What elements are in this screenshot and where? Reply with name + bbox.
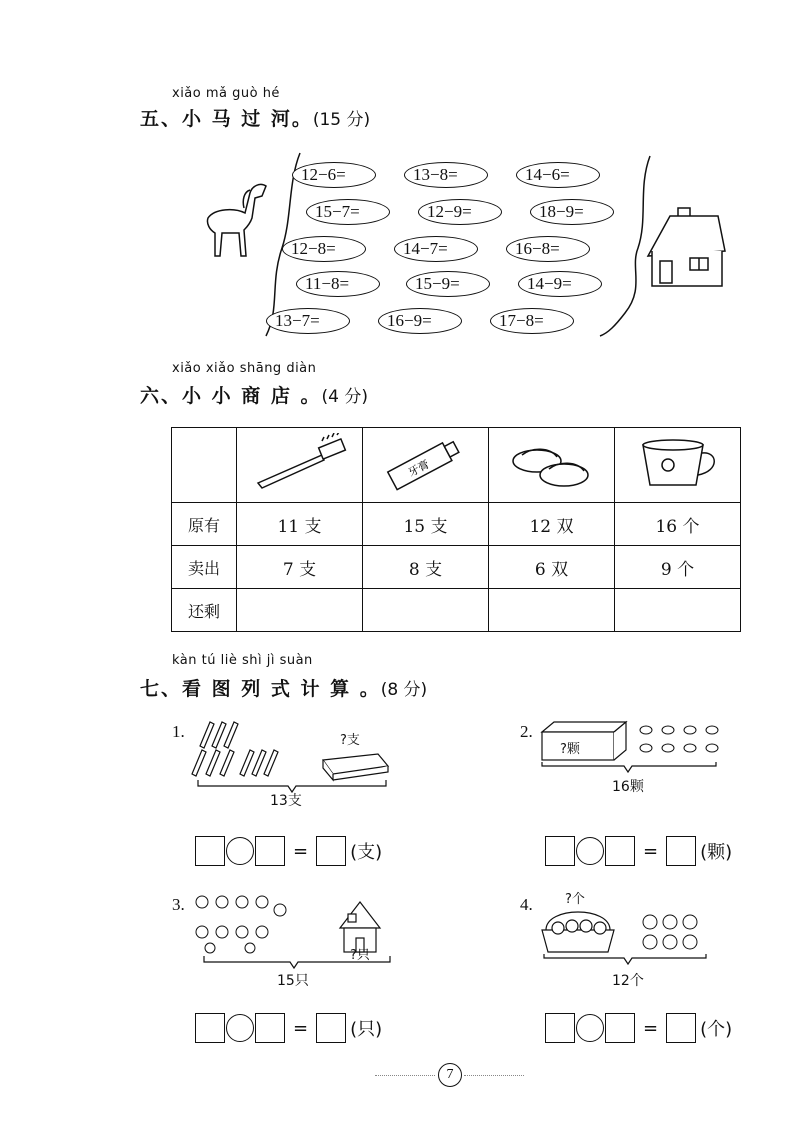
- q3-operand1-box[interactable]: [195, 1013, 225, 1043]
- section5-score: (15 分): [312, 110, 371, 130]
- page-number: 7: [438, 1063, 462, 1087]
- q1-equation: [195, 836, 382, 866]
- section7-score: (8 分): [380, 680, 428, 700]
- q3-number: 3.: [172, 895, 185, 914]
- q3-answer-box[interactable]: [316, 1013, 346, 1043]
- cup-cell: [615, 428, 741, 503]
- q1-operand1-box[interactable]: [195, 836, 225, 866]
- corner-cell: [172, 428, 237, 503]
- q4-number: 4.: [520, 895, 533, 914]
- apple-icon: [643, 915, 697, 949]
- q2-unknown: ?颗: [560, 742, 580, 757]
- brace: [542, 762, 716, 772]
- q4-unknown: ?个: [565, 892, 585, 907]
- q2-operand1-box[interactable]: [545, 836, 575, 866]
- answer-cell[interactable]: [615, 589, 741, 632]
- candy-icon: [640, 726, 718, 752]
- stone-6: 18−9=: [530, 199, 614, 225]
- equals-sign: =: [643, 840, 659, 862]
- q3-operand2-box[interactable]: [255, 1013, 285, 1043]
- row-label: 还剩: [172, 589, 237, 632]
- equals-sign: =: [643, 1017, 659, 1039]
- stone-13: 13−7=: [266, 308, 350, 334]
- toothbrush-cell: [237, 428, 363, 503]
- stone-2: 13−8=: [404, 162, 488, 188]
- section7-title: [140, 674, 427, 701]
- answer-cell[interactable]: [363, 589, 489, 632]
- section7-title-text: 七、看 图 列 式 计 算 。: [140, 678, 381, 700]
- section6-title: [140, 381, 368, 408]
- q1-answer-box[interactable]: [316, 836, 346, 866]
- section5-title: [140, 104, 370, 131]
- section5-pinyin: xiǎo mǎ guò hé: [172, 86, 280, 101]
- stone-15: 17−8=: [490, 308, 574, 334]
- q4-equation: [545, 1013, 732, 1043]
- q2-unit: (颗): [700, 842, 733, 863]
- section5-title-text: 五、小 马 过 河。: [140, 108, 313, 130]
- q3-figure: [190, 888, 400, 978]
- slippers-cell: [489, 428, 615, 503]
- q4-answer-box[interactable]: [666, 1013, 696, 1043]
- section6-score: (4 分): [321, 387, 368, 407]
- equals-sign: =: [293, 840, 309, 862]
- q4-figure: [538, 902, 738, 972]
- q2-operand2-box[interactable]: [605, 836, 635, 866]
- cell: 6 双: [489, 546, 615, 589]
- row-label: 卖出: [172, 546, 237, 589]
- toothpaste-cell: [363, 428, 489, 503]
- cell: 7 支: [237, 546, 363, 589]
- stone-9: 16−8=: [506, 236, 590, 262]
- section6-pinyin: xiǎo xiǎo shāng diàn: [172, 361, 317, 376]
- house-icon: [648, 208, 725, 286]
- answer-cell[interactable]: [489, 589, 615, 632]
- brace: [544, 954, 706, 964]
- stone-4: 15−7=: [306, 199, 390, 225]
- stone-10: 11−8=: [296, 271, 380, 297]
- q2-equation: [545, 836, 732, 866]
- q4-operator-circle[interactable]: [576, 1014, 604, 1042]
- q2-operator-circle[interactable]: [576, 837, 604, 865]
- stone-1: 12−6=: [292, 162, 376, 188]
- row-remaining: [172, 589, 741, 632]
- shop-image-row: [172, 428, 741, 503]
- section6-title-text: 六、小 小 商 店 。: [140, 385, 322, 407]
- cell: 16 个: [615, 503, 741, 546]
- answer-cell[interactable]: [237, 589, 363, 632]
- cell: 12 双: [489, 503, 615, 546]
- toothpaste-label-text: 牙膏: [405, 457, 432, 479]
- equals-sign: =: [293, 1017, 309, 1039]
- row-sold: [172, 546, 741, 589]
- section7-pinyin: kàn tú liè shì jì suàn: [172, 653, 313, 668]
- basket-icon: [542, 912, 614, 952]
- footer-dots-right: [464, 1075, 524, 1076]
- q1-unknown: ?支: [340, 733, 360, 748]
- cell: 8 支: [363, 546, 489, 589]
- q3-operator-circle[interactable]: [226, 1014, 254, 1042]
- toothpaste-icon: [376, 433, 476, 493]
- q2-total: 16颗: [612, 779, 644, 795]
- cell: 11 支: [237, 503, 363, 546]
- slippers-icon: [502, 433, 602, 493]
- q4-operand1-box[interactable]: [545, 1013, 575, 1043]
- q1-operand2-box[interactable]: [255, 836, 285, 866]
- q1-operator-circle[interactable]: [226, 837, 254, 865]
- box-icon: [542, 722, 626, 760]
- q1-number: 1.: [172, 722, 185, 741]
- stone-14: 16−9=: [378, 308, 462, 334]
- toothbrush-icon: [250, 433, 350, 493]
- q2-number: 2.: [520, 722, 533, 741]
- stone-12: 14−9=: [518, 271, 602, 297]
- deer-icon: [196, 896, 286, 953]
- q4-operand2-box[interactable]: [605, 1013, 635, 1043]
- stone-7: 12−8=: [282, 236, 366, 262]
- pen-icon: [192, 722, 278, 776]
- q4-total: 12个: [612, 973, 644, 989]
- q4-unit: (个): [700, 1019, 733, 1040]
- stone-11: 15−9=: [406, 271, 490, 297]
- q3-unit: (只): [350, 1019, 383, 1040]
- footer-dots-left: [375, 1075, 435, 1076]
- q3-equation: [195, 1013, 382, 1043]
- stone-8: 14−7=: [394, 236, 478, 262]
- row-original: [172, 503, 741, 546]
- river-scene: [200, 148, 730, 338]
- row-label: 原有: [172, 503, 237, 546]
- cup-icon: [628, 433, 728, 493]
- stone-5: 12−9=: [418, 199, 502, 225]
- cell: 9 个: [615, 546, 741, 589]
- q3-total: 15只: [277, 973, 309, 989]
- q1-total: 13支: [270, 793, 302, 809]
- horse-icon: [207, 184, 266, 256]
- q1-unit: (支): [350, 842, 383, 863]
- stone-3: 14−6=: [516, 162, 600, 188]
- q3-unknown: ?只: [350, 948, 370, 963]
- q2-answer-box[interactable]: [666, 836, 696, 866]
- pencil-box-icon: [323, 754, 388, 780]
- shop-table: [171, 427, 741, 632]
- cell: 15 支: [363, 503, 489, 546]
